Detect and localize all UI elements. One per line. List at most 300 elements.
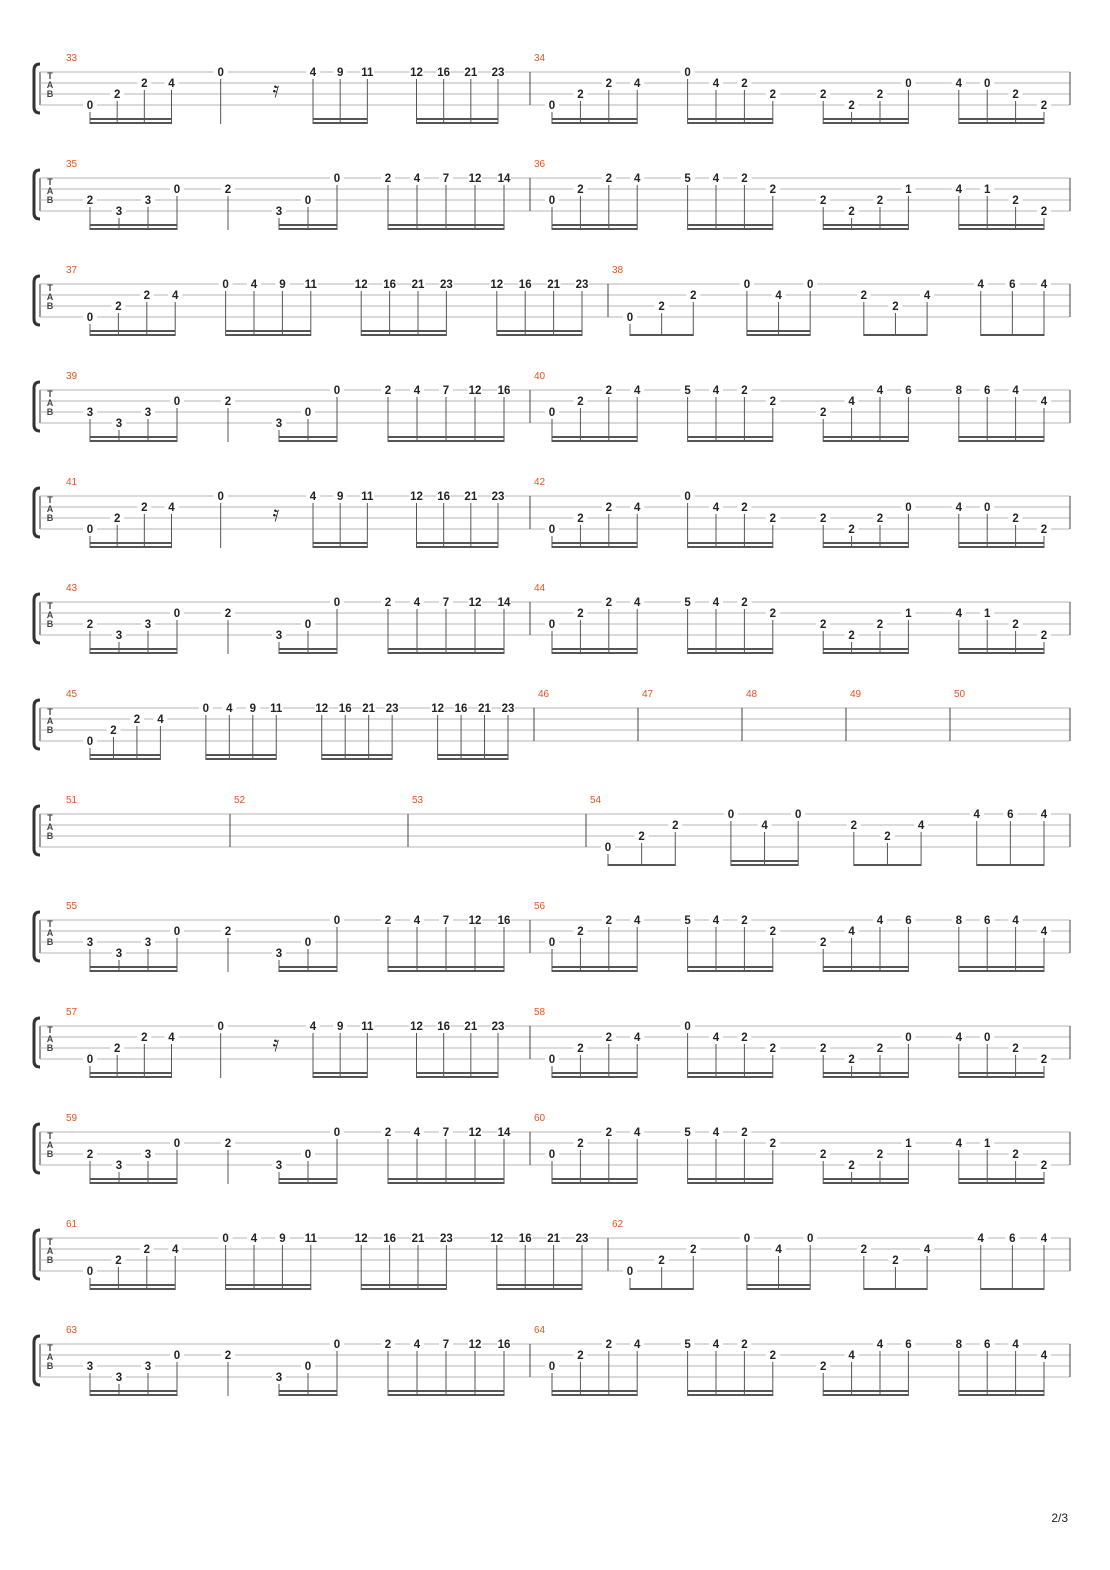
- fret-number: 2: [741, 1339, 748, 1351]
- beam: [959, 224, 1044, 226]
- fret-number: 0: [86, 524, 94, 536]
- beam: [279, 1394, 337, 1396]
- beam: [977, 864, 1044, 866]
- fret-number: 4: [633, 1127, 641, 1139]
- fret-number: 2: [741, 915, 748, 927]
- fret-number: 0: [86, 1266, 94, 1278]
- beam: [361, 334, 446, 336]
- fret-number: 5: [684, 597, 691, 609]
- tab-system: [34, 583, 1070, 654]
- fret-number: 3: [115, 418, 123, 430]
- fret-number: 0: [304, 1361, 312, 1373]
- beam: [388, 652, 504, 654]
- fret-number: 21: [547, 279, 560, 291]
- beam: [864, 334, 927, 336]
- fret-number: 2: [819, 513, 827, 525]
- fret-number: 2: [769, 396, 777, 408]
- beam: [688, 224, 773, 226]
- beam: [552, 648, 637, 650]
- beam: [90, 1178, 177, 1180]
- fret-number: 0: [173, 396, 181, 408]
- fret-number: 11: [304, 1233, 317, 1245]
- measure-number: 54: [590, 795, 602, 806]
- fret-number: 2: [876, 1149, 884, 1161]
- beam: [90, 966, 177, 968]
- fret-number: 21: [464, 491, 478, 503]
- fret-number: 2: [860, 290, 868, 302]
- fret-number: 23: [501, 703, 515, 715]
- beam: [823, 122, 908, 124]
- fret-number: 3: [115, 948, 123, 960]
- fret-number: 1: [905, 184, 912, 196]
- fret-number: 4: [848, 1350, 855, 1362]
- beam: [959, 1390, 1044, 1392]
- measure-number: 39: [66, 371, 78, 382]
- system-bracket: [34, 488, 40, 537]
- beam: [688, 1182, 773, 1184]
- beam: [313, 118, 367, 120]
- fret-number: 14: [497, 597, 511, 609]
- measure-number: 63: [66, 1325, 78, 1336]
- fret-number: 0: [727, 809, 735, 821]
- beam: [823, 436, 908, 438]
- beam: [823, 440, 908, 442]
- fret-number: 2: [577, 926, 584, 938]
- fret-number: 3: [144, 407, 152, 419]
- beam: [313, 122, 367, 124]
- fret-number: 4: [171, 290, 179, 302]
- fret-number: 2: [605, 1339, 613, 1351]
- fret-number: 4: [1040, 396, 1048, 408]
- fret-number: 2: [884, 831, 891, 843]
- fret-number: 7: [442, 1127, 450, 1139]
- fret-number: 12: [468, 1339, 482, 1351]
- fret-number: 2: [1040, 1160, 1048, 1172]
- fret-number: 8: [955, 915, 963, 927]
- beam: [90, 1072, 172, 1074]
- beam: [90, 754, 160, 756]
- measure-number: 56: [534, 901, 546, 912]
- beam: [497, 334, 582, 336]
- tab-system: [34, 1219, 1070, 1290]
- fret-number: 4: [1040, 1233, 1048, 1245]
- fret-number: 12: [490, 1233, 504, 1245]
- fret-number: 0: [743, 279, 751, 291]
- fret-number: 2: [741, 1127, 748, 1139]
- fret-number: 23: [440, 1233, 453, 1245]
- fret-number: 2: [605, 173, 613, 185]
- fret-number: 2: [143, 290, 151, 302]
- fret-number: 0: [86, 1054, 94, 1066]
- fret-number: 0: [217, 491, 224, 503]
- beam: [959, 122, 1044, 124]
- fret-number: 2: [384, 597, 392, 609]
- fret-number: 0: [304, 195, 312, 207]
- fret-number: 4: [876, 1339, 884, 1351]
- beam: [90, 436, 177, 438]
- fret-number: 2: [224, 926, 232, 938]
- tab-clef-letter: B: [46, 831, 54, 841]
- tab-clef-letter: A: [46, 610, 54, 620]
- system-bracket: [34, 1018, 40, 1067]
- beam: [552, 542, 637, 544]
- fret-number: 4: [876, 915, 884, 927]
- beam: [823, 970, 908, 972]
- fret-number: 2: [860, 1244, 868, 1256]
- fret-number: 5: [684, 385, 691, 397]
- beam: [388, 1390, 504, 1392]
- fret-number: 2: [577, 396, 584, 408]
- tab-system: [34, 371, 1070, 442]
- fret-number: 21: [478, 703, 491, 715]
- fret-number: 2: [141, 1032, 148, 1044]
- fret-number: 4: [955, 1138, 963, 1150]
- fret-number: 7: [442, 385, 450, 397]
- tab-system: [34, 159, 1070, 230]
- beam: [959, 228, 1044, 230]
- beam: [417, 542, 499, 544]
- fret-number: 0: [173, 1138, 181, 1150]
- fret-number: 12: [468, 915, 482, 927]
- beam: [279, 1182, 337, 1184]
- fret-number: 4: [1040, 926, 1048, 938]
- fret-number: 3: [144, 619, 152, 631]
- beam: [279, 1178, 337, 1180]
- measure-number: 52: [234, 795, 246, 806]
- beam: [552, 122, 637, 124]
- beam: [497, 1284, 582, 1286]
- fret-number: 2: [672, 820, 679, 832]
- fret-number: 11: [361, 1021, 374, 1033]
- fret-number: 2: [143, 1244, 151, 1256]
- beam: [552, 224, 637, 226]
- beam: [226, 334, 311, 336]
- fret-number: 12: [431, 703, 444, 715]
- beam: [688, 542, 773, 544]
- tab-clef-letter: B: [46, 1149, 54, 1159]
- fret-number: 0: [905, 78, 912, 90]
- fret-number: 12: [468, 385, 482, 397]
- fret-number: 3: [115, 206, 123, 218]
- beam: [90, 118, 172, 120]
- beam: [823, 1072, 908, 1074]
- tab-clef-letter: A: [46, 504, 54, 514]
- beam: [226, 330, 311, 332]
- fret-number: 4: [1040, 809, 1048, 821]
- fret-number: 2: [86, 195, 94, 207]
- beam: [388, 970, 504, 972]
- fret-number: 2: [577, 513, 584, 525]
- beam: [226, 1288, 311, 1290]
- fret-number: 0: [304, 407, 312, 419]
- fret-number: 6: [905, 915, 912, 927]
- beam: [279, 970, 337, 972]
- tab-clef-letter: T: [47, 283, 53, 293]
- tab-system: [34, 1113, 1070, 1184]
- beam: [90, 652, 177, 654]
- beam: [226, 1284, 311, 1286]
- beam: [552, 228, 637, 230]
- fret-number: 2: [1012, 195, 1019, 207]
- beam: [388, 228, 504, 230]
- beam: [388, 436, 504, 438]
- tab-system: [34, 1325, 1070, 1396]
- fret-number: 2: [741, 1032, 748, 1044]
- fret-number: 0: [333, 1127, 341, 1139]
- beam: [630, 334, 693, 336]
- fret-number: 11: [361, 491, 374, 503]
- fret-number: 2: [892, 301, 899, 313]
- fret-number: 3: [275, 418, 283, 430]
- fret-number: 0: [304, 1149, 312, 1161]
- fret-number: 0: [222, 279, 229, 291]
- beam: [497, 330, 582, 332]
- fret-number: 3: [144, 937, 152, 949]
- tab-clef-letter: A: [46, 1140, 54, 1150]
- fret-number: 2: [638, 831, 645, 843]
- beam: [90, 122, 172, 124]
- beam: [823, 1182, 908, 1184]
- fret-number: 21: [464, 67, 478, 79]
- beam: [388, 648, 504, 650]
- fret-number: 2: [384, 385, 392, 397]
- fret-number: 23: [385, 703, 399, 715]
- fret-number: 6: [983, 1339, 991, 1351]
- fret-number: 0: [806, 1233, 814, 1245]
- system-bracket: [34, 170, 40, 219]
- fret-number: 2: [876, 89, 884, 101]
- fret-number: 2: [741, 502, 748, 514]
- fret-number: 6: [983, 385, 991, 397]
- tab-clef-letter: A: [46, 186, 54, 196]
- fret-number: 2: [384, 915, 392, 927]
- fret-number: 21: [547, 1233, 560, 1245]
- beam: [981, 334, 1044, 336]
- beam: [688, 648, 773, 650]
- beam: [279, 228, 337, 230]
- beam: [438, 758, 508, 760]
- beam: [959, 652, 1044, 654]
- fret-number: 0: [548, 937, 556, 949]
- fret-number: 5: [684, 1339, 691, 1351]
- fret-number: 7: [442, 915, 450, 927]
- fret-number: 2: [577, 1138, 584, 1150]
- beam: [388, 1394, 504, 1396]
- beam: [497, 1288, 582, 1290]
- fret-number: 2: [605, 597, 613, 609]
- beam: [552, 966, 637, 968]
- fret-number: 3: [144, 195, 152, 207]
- tab-clef-letter: T: [47, 389, 53, 399]
- tab-clef-letter: B: [46, 1255, 54, 1265]
- measure-number: 48: [746, 689, 758, 700]
- fret-number: 4: [1012, 1339, 1019, 1351]
- fret-number: 9: [336, 67, 344, 79]
- system-bracket: [34, 64, 40, 113]
- fret-number: 16: [518, 279, 532, 291]
- fret-number: 2: [819, 1149, 827, 1161]
- tab-system: [34, 477, 1070, 548]
- fret-number: 0: [173, 608, 181, 620]
- fret-number: 4: [633, 915, 641, 927]
- beam: [90, 542, 172, 544]
- fret-number: 7: [442, 1339, 450, 1351]
- tab-clef-letter: T: [47, 495, 53, 505]
- fret-number: 7: [442, 173, 450, 185]
- system-bracket: [34, 276, 40, 325]
- fret-number: 4: [309, 1021, 317, 1033]
- fret-number: 4: [413, 1127, 421, 1139]
- beam: [90, 224, 177, 226]
- beam: [688, 1394, 773, 1396]
- beam: [90, 330, 175, 332]
- beam: [438, 754, 508, 756]
- fret-number: 2: [605, 78, 613, 90]
- beam: [688, 436, 773, 438]
- fret-number: 1: [905, 1138, 912, 1150]
- beam: [388, 966, 504, 968]
- fret-number: 3: [115, 1160, 123, 1172]
- beam: [417, 118, 499, 120]
- fret-number: 2: [86, 619, 94, 631]
- beam: [552, 1182, 637, 1184]
- fret-number: 4: [848, 396, 855, 408]
- beam: [688, 1390, 773, 1392]
- fret-number: 6: [983, 915, 991, 927]
- fret-number: 4: [917, 820, 925, 832]
- fret-number: 2: [113, 89, 121, 101]
- fret-number: 2: [876, 1043, 884, 1055]
- beam: [959, 546, 1044, 548]
- beam: [747, 334, 810, 336]
- tab-clef-letter: T: [47, 601, 53, 611]
- fret-number: 0: [304, 937, 312, 949]
- fret-number: 0: [604, 842, 612, 854]
- system-bracket: [34, 806, 40, 855]
- fret-number: 2: [769, 89, 777, 101]
- fret-number: 12: [468, 597, 482, 609]
- fret-number: 0: [333, 597, 341, 609]
- fret-number: 4: [876, 385, 884, 397]
- beam: [90, 440, 177, 442]
- fret-number: 2: [690, 290, 697, 302]
- beam: [823, 228, 908, 230]
- beam: [959, 1182, 1044, 1184]
- fret-number: 2: [848, 100, 855, 112]
- fret-number: 0: [333, 173, 341, 185]
- fret-number: 14: [497, 173, 511, 185]
- fret-number: 3: [115, 630, 123, 642]
- fret-number: 9: [249, 703, 257, 715]
- fret-number: 0: [173, 1350, 181, 1362]
- system-bracket: [34, 912, 40, 961]
- fret-number: 2: [141, 502, 148, 514]
- fret-number: 4: [955, 502, 963, 514]
- fret-number: 0: [794, 809, 802, 821]
- tab-clef-letter: T: [47, 1237, 53, 1247]
- fret-number: 2: [769, 1350, 777, 1362]
- beam: [322, 758, 392, 760]
- fret-number: 6: [1007, 809, 1014, 821]
- fret-number: 4: [923, 1244, 931, 1256]
- system-bracket: [34, 1336, 40, 1385]
- fret-number: 2: [769, 926, 777, 938]
- beam: [313, 542, 367, 544]
- fret-number: 0: [86, 100, 94, 112]
- beam: [959, 1076, 1044, 1078]
- fret-number: 2: [769, 608, 777, 620]
- beam: [90, 1394, 177, 1396]
- fret-number: 2: [848, 630, 855, 642]
- fret-number: 4: [413, 597, 421, 609]
- beam: [688, 118, 773, 120]
- fret-number: 6: [1009, 279, 1016, 291]
- fret-number: 16: [497, 915, 511, 927]
- fret-number: 11: [361, 67, 374, 79]
- fret-number: 2: [819, 1043, 827, 1055]
- fret-number: 2: [769, 1043, 777, 1055]
- measure-number: 59: [66, 1113, 78, 1124]
- tab-clef-letter: T: [47, 1343, 53, 1353]
- fret-number: 9: [336, 491, 344, 503]
- fret-number: 4: [413, 385, 421, 397]
- beam: [90, 1284, 175, 1286]
- tab-clef-letter: B: [46, 195, 54, 205]
- measure-number: 51: [66, 795, 78, 806]
- fret-number: 12: [468, 1127, 482, 1139]
- fret-number: 0: [684, 1021, 691, 1033]
- fret-number: 23: [491, 1021, 505, 1033]
- fret-number: 2: [141, 78, 148, 90]
- fret-number: 2: [741, 173, 748, 185]
- fret-number: 9: [279, 1233, 286, 1245]
- measure-number: 41: [66, 477, 78, 488]
- beam: [388, 1178, 504, 1180]
- beam: [823, 1390, 908, 1392]
- measure-number: 50: [954, 689, 966, 700]
- beam: [823, 542, 908, 544]
- measure-number: 62: [612, 1219, 624, 1230]
- fret-number: 4: [1012, 915, 1019, 927]
- beam: [823, 652, 908, 654]
- fret-number: 16: [497, 1339, 511, 1351]
- fret-number: 4: [923, 290, 931, 302]
- fret-number: 4: [171, 1244, 179, 1256]
- fret-number: 3: [275, 206, 283, 218]
- fret-number: 12: [410, 491, 423, 503]
- fret-number: 2: [115, 301, 122, 313]
- tab-clef-letter: B: [46, 619, 54, 629]
- tab-clef-letter: B: [46, 937, 54, 947]
- fret-number: 0: [548, 407, 556, 419]
- measure-number: 43: [66, 583, 78, 594]
- fret-number: 7: [442, 597, 450, 609]
- measure-number: 34: [534, 53, 546, 64]
- fret-number: 3: [115, 1372, 123, 1384]
- fret-number: 2: [690, 1244, 697, 1256]
- fret-number: 1: [983, 184, 991, 196]
- measure-number: 36: [534, 159, 546, 170]
- tab-clef-letter: B: [46, 1361, 54, 1371]
- fret-number: 2: [658, 301, 665, 313]
- fret-number: 2: [769, 513, 777, 525]
- beam: [552, 1394, 637, 1396]
- fret-number: 4: [712, 1127, 720, 1139]
- tab-clef-letter: B: [46, 407, 54, 417]
- fret-number: 4: [633, 502, 641, 514]
- beam: [361, 1284, 446, 1286]
- beam: [313, 1076, 367, 1078]
